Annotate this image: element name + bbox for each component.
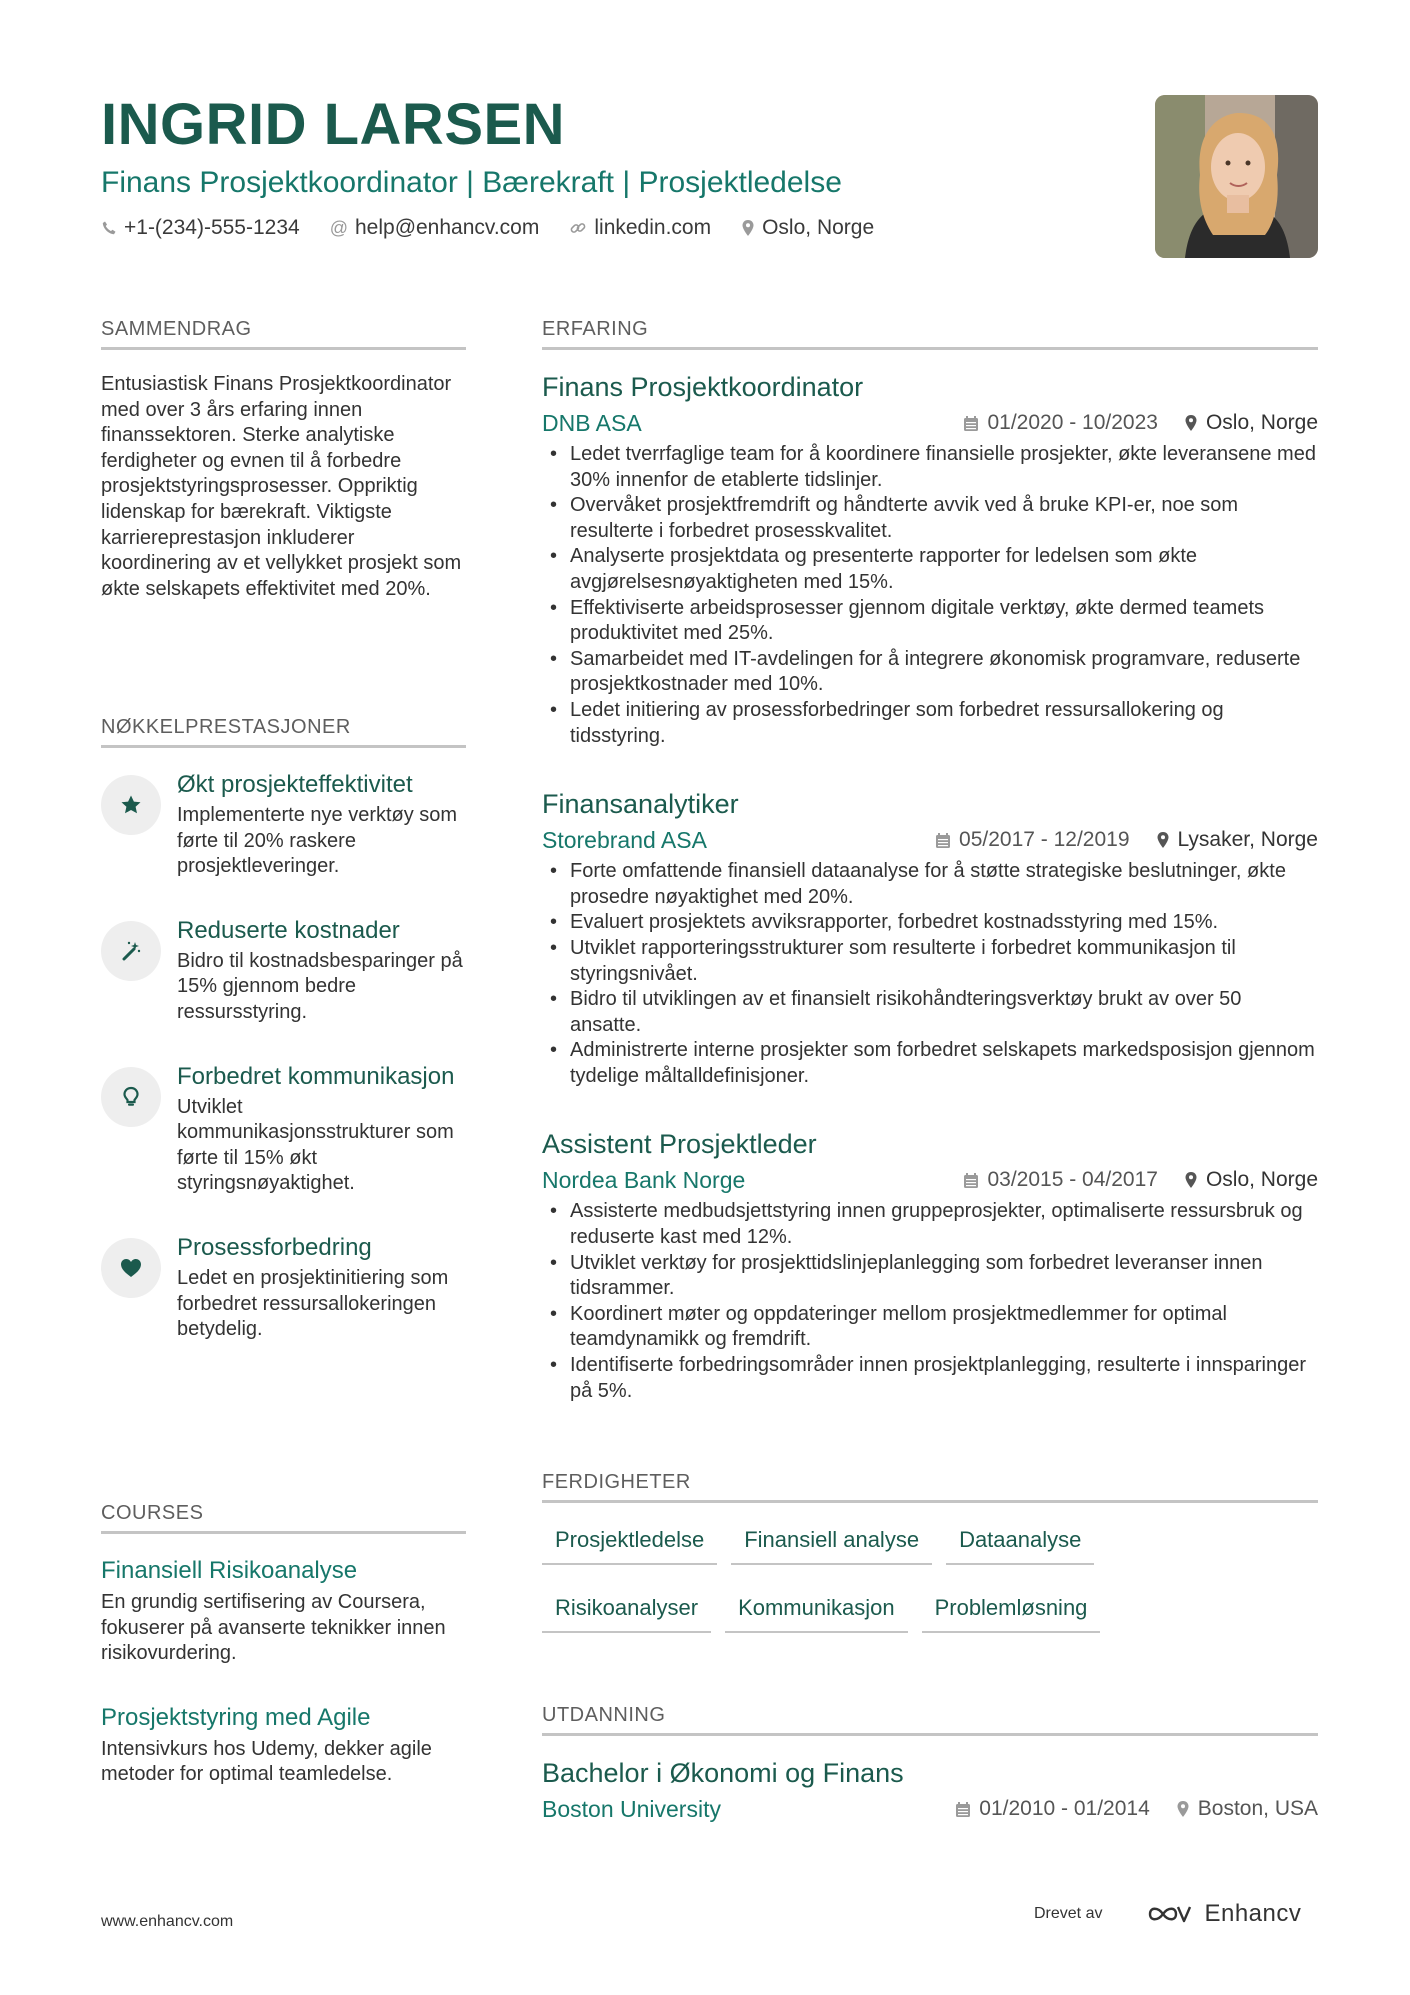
star-icon bbox=[101, 775, 161, 835]
job-location bbox=[1184, 411, 1318, 435]
bullet-item: • Evaluert prosjektets avviksrapporter, forbedret kostnadsstyring med 15%. bbox=[542, 910, 1318, 936]
course-title: Prosjektstyring med Agile bbox=[101, 1703, 371, 1731]
course-description: En grundig sertifisering av Coursera, fokuserer på avanserte teknikker innen risikovurdering. bbox=[101, 1591, 446, 1665]
achievement-description: Ledet en prosjektinitiering som forbedret ressursallokeringen betydelig. bbox=[177, 1266, 449, 1341]
course-item bbox=[101, 1703, 466, 1788]
job-location bbox=[1184, 1168, 1318, 1192]
achievement-title: Økt prosjekteffektivitet bbox=[177, 771, 413, 798]
magic-wand-icon bbox=[101, 921, 161, 981]
bullet-item: • Assisterte medbudsjettstyring innen gruppeprosjekter, optimaliserte ressursbruk og reduserte kast med 12%. bbox=[542, 1199, 1318, 1250]
skills-list bbox=[542, 1521, 1222, 1657]
at-icon: @ bbox=[329, 217, 348, 238]
job-bullets bbox=[542, 859, 1318, 1089]
email-address: help@enhancv.com bbox=[354, 216, 540, 239]
location-pin-icon bbox=[1176, 1800, 1190, 1818]
education-meta bbox=[542, 1794, 1318, 1824]
calendar-icon bbox=[935, 832, 951, 849]
experience-section bbox=[542, 318, 1318, 1404]
candidate-headline: Finans Prosjektkoordinator | Bærekraft | Prosjektledelse bbox=[101, 166, 842, 199]
skill-tag: Risikoanalyser bbox=[542, 1589, 711, 1633]
phone-icon bbox=[101, 220, 117, 236]
contact-linkedin[interactable] bbox=[569, 216, 711, 240]
profile-photo bbox=[1155, 95, 1318, 258]
degree-title: Bachelor i Økonomi og Finans bbox=[542, 1758, 904, 1788]
achievement-description: Implementerte nye verktøy som førte til 20% raskere prosjektleveringer. bbox=[177, 804, 458, 878]
achievement-description: Utviklet kommunikasjonsstrukturer som førte til 15% økt styringsnøyaktighet. bbox=[177, 1095, 454, 1195]
bullet-item: • Bidro til utviklingen av et finansielt risikohåndteringsverktøy brukt av over 50 ansatte. bbox=[542, 987, 1318, 1038]
job-location bbox=[1156, 828, 1318, 852]
calendar-icon bbox=[963, 415, 979, 432]
job-entry bbox=[542, 370, 1318, 749]
course-description: Intensivkurs hos Udemy, dekker agile metoder for optimal teamledelse. bbox=[101, 1737, 432, 1786]
skills-heading: FERDIGHETER bbox=[542, 1471, 1318, 1503]
achievement-item bbox=[101, 1062, 466, 1197]
achievement-title: Forbedret kommunikasjon bbox=[177, 1062, 455, 1090]
enhancv-logo[interactable] bbox=[1146, 1900, 1301, 1928]
skills-section bbox=[542, 1471, 1318, 1657]
contact-bar bbox=[101, 216, 1001, 240]
job-meta bbox=[542, 825, 1318, 855]
company-name: Nordea Bank Norge bbox=[542, 1167, 746, 1194]
bullet-item: • Overvåket prosjektfremdrift og håndterte avvik ved å bruke KPI-er, noe som resulterte i forbedret prosesskvalitet. bbox=[542, 493, 1318, 544]
location-text: Oslo, Norge bbox=[762, 216, 875, 239]
location-text: Oslo, Norge bbox=[1205, 411, 1318, 434]
location-pin-icon bbox=[1184, 414, 1198, 432]
achievement-item bbox=[101, 770, 466, 880]
achievements-section bbox=[101, 716, 466, 1343]
location-pin-icon bbox=[1156, 831, 1170, 849]
education-heading: UTDANNING bbox=[542, 1704, 1318, 1736]
company-name: Storebrand ASA bbox=[542, 827, 707, 854]
summary-heading: SAMMENDRAG bbox=[101, 318, 466, 350]
job-bullets bbox=[542, 1199, 1318, 1404]
job-title: Finans Prosjektkoordinator bbox=[542, 372, 864, 402]
location-pin-icon bbox=[1184, 1171, 1198, 1189]
dates-text: 05/2017 - 12/2019 bbox=[959, 828, 1130, 852]
course-title: Finansiell Risikoanalyse bbox=[101, 1557, 358, 1584]
achievement-description: Bidro til kostnadsbesparinger på 15% gjennom bedre ressursstyring. bbox=[177, 949, 463, 1023]
phone-number: +1-(234)-555-1234 bbox=[124, 216, 300, 239]
bullet-item: • Utviklet rapporteringsstrukturer som resulterte i forbedret kommunikasjon til styringsnivået. bbox=[542, 936, 1318, 987]
bullet-item: • Koordinert møter og oppdateringer mellom prosjektmedlemmer for optimal teamdynamikk og fremdrift. bbox=[542, 1302, 1318, 1353]
contact-location bbox=[741, 216, 874, 240]
company-name: DNB ASA bbox=[542, 410, 642, 436]
bullet-item: • Utviklet verktøy for prosjekttidslinjeplanlegging som forbedret leveranser innen tidsrammer. bbox=[542, 1251, 1318, 1302]
powered-by-label: Drevet av bbox=[1034, 1905, 1103, 1922]
job-entry bbox=[542, 1127, 1318, 1404]
enhancv-logo-icon bbox=[1146, 1901, 1194, 1927]
achievement-title: Reduserte kostnader bbox=[177, 916, 400, 944]
skill-tag: Prosjektledelse bbox=[542, 1521, 717, 1565]
contact-email[interactable] bbox=[330, 216, 540, 240]
location-text: Boston, USA bbox=[1197, 1797, 1318, 1820]
lightbulb-icon bbox=[101, 1067, 161, 1127]
achievement-item bbox=[101, 916, 466, 1026]
location-text: Lysaker, Norge bbox=[1177, 828, 1318, 852]
achievement-title: Prosessforbedring bbox=[177, 1233, 372, 1261]
skill-tag: Dataanalyse bbox=[946, 1521, 1094, 1565]
resume-header bbox=[101, 92, 1001, 240]
school-name: Boston University bbox=[542, 1796, 721, 1822]
education-dates bbox=[955, 1797, 1149, 1821]
skill-tag: Problemløsning bbox=[922, 1589, 1101, 1633]
job-meta bbox=[542, 1165, 1318, 1195]
bullet-item: • Effektiviserte arbeidsprosesser gjennom digitale verktøy, økte dermed teamets produktivitet med 25%. bbox=[542, 596, 1318, 647]
skill-tag: Finansiell analyse bbox=[731, 1521, 932, 1565]
job-meta bbox=[542, 408, 1318, 438]
calendar-icon bbox=[963, 1172, 979, 1189]
dates-text: 01/2010 - 01/2014 bbox=[979, 1797, 1150, 1820]
achievement-item bbox=[101, 1233, 466, 1343]
job-dates bbox=[963, 1168, 1157, 1192]
job-title: Finansanalytiker bbox=[542, 789, 739, 820]
dates-text: 03/2015 - 04/2017 bbox=[987, 1168, 1158, 1192]
summary-text: Entusiastisk Finans Prosjektkoordinator med over 3 års erfaring innen finanssektoren. Sterke analytiske ferdigheter og evnen til å forbedre prosjektstyringsprosesser. Oppriktig lidenskap for bærekraft. Viktigste karriereprestasjon inkluderer koordinering av et vellykket prosjekt som økte selskapets effektivitet med 20%. bbox=[101, 373, 462, 600]
courses-section bbox=[101, 1502, 466, 1788]
location-pin-icon bbox=[741, 219, 755, 237]
link-icon bbox=[569, 219, 587, 237]
skill-tag: Kommunikasjon bbox=[725, 1589, 908, 1633]
job-entry bbox=[542, 787, 1318, 1089]
footer-website[interactable]: www.enhancv.com bbox=[101, 1913, 234, 1930]
candidate-name: INGRID LARSEN bbox=[101, 92, 566, 157]
courses-heading: COURSES bbox=[101, 1502, 466, 1534]
education-section bbox=[542, 1704, 1318, 1824]
course-item bbox=[101, 1556, 466, 1667]
summary-section bbox=[101, 318, 466, 602]
bullet-item: • Administrerte interne prosjekter som forbedret selskapets markedsposisjon gjennom tydelige måltalldefinisjoner. bbox=[542, 1038, 1318, 1089]
job-bullets bbox=[542, 442, 1318, 749]
footer-branding bbox=[1034, 1900, 1301, 1928]
job-dates bbox=[963, 411, 1157, 435]
job-dates bbox=[935, 828, 1129, 852]
job-title: Assistent Prosjektleder bbox=[542, 1129, 817, 1160]
brand-name: Enhancv bbox=[1204, 1900, 1302, 1927]
heart-icon bbox=[101, 1238, 161, 1298]
location-text: Oslo, Norge bbox=[1205, 1168, 1318, 1192]
bullet-item: • Forte omfattende finansiell dataanalyse for å støtte strategiske beslutninger, økte prosedre nøyaktighet med 20%. bbox=[542, 859, 1318, 910]
bullet-item: • Ledet initiering av prosessforbedringer som forbedret ressursallokering og tidsstyring. bbox=[542, 698, 1318, 749]
achievements-heading: NØKKELPRESTASJONER bbox=[101, 716, 466, 748]
contact-phone[interactable] bbox=[101, 216, 300, 240]
bullet-item: • Samarbeidet med IT-avdelingen for å integrere økonomisk programvare, reduserte prosjektkostnader med 10%. bbox=[542, 647, 1318, 698]
bullet-item: • Identifiserte forbedringsområder innen prosjektplanlegging, resulterte i innsparinger på 5%. bbox=[542, 1353, 1318, 1404]
education-location bbox=[1176, 1797, 1318, 1821]
bullet-item: • Ledet tverrfaglige team for å koordinere finansielle prosjekter, økte leveransene med 30% innenfor de etablerte tidslinjer. bbox=[542, 442, 1318, 493]
linkedin-url: linkedin.com bbox=[594, 216, 712, 239]
bullet-item: • Analyserte prosjektdata og presenterte rapporter for ledelsen som økte avgjørelsesnøyaktigheten med 15%. bbox=[542, 544, 1318, 595]
dates-text: 01/2020 - 10/2023 bbox=[987, 411, 1158, 434]
calendar-icon bbox=[955, 1801, 971, 1818]
experience-heading: ERFARING bbox=[542, 318, 1318, 350]
